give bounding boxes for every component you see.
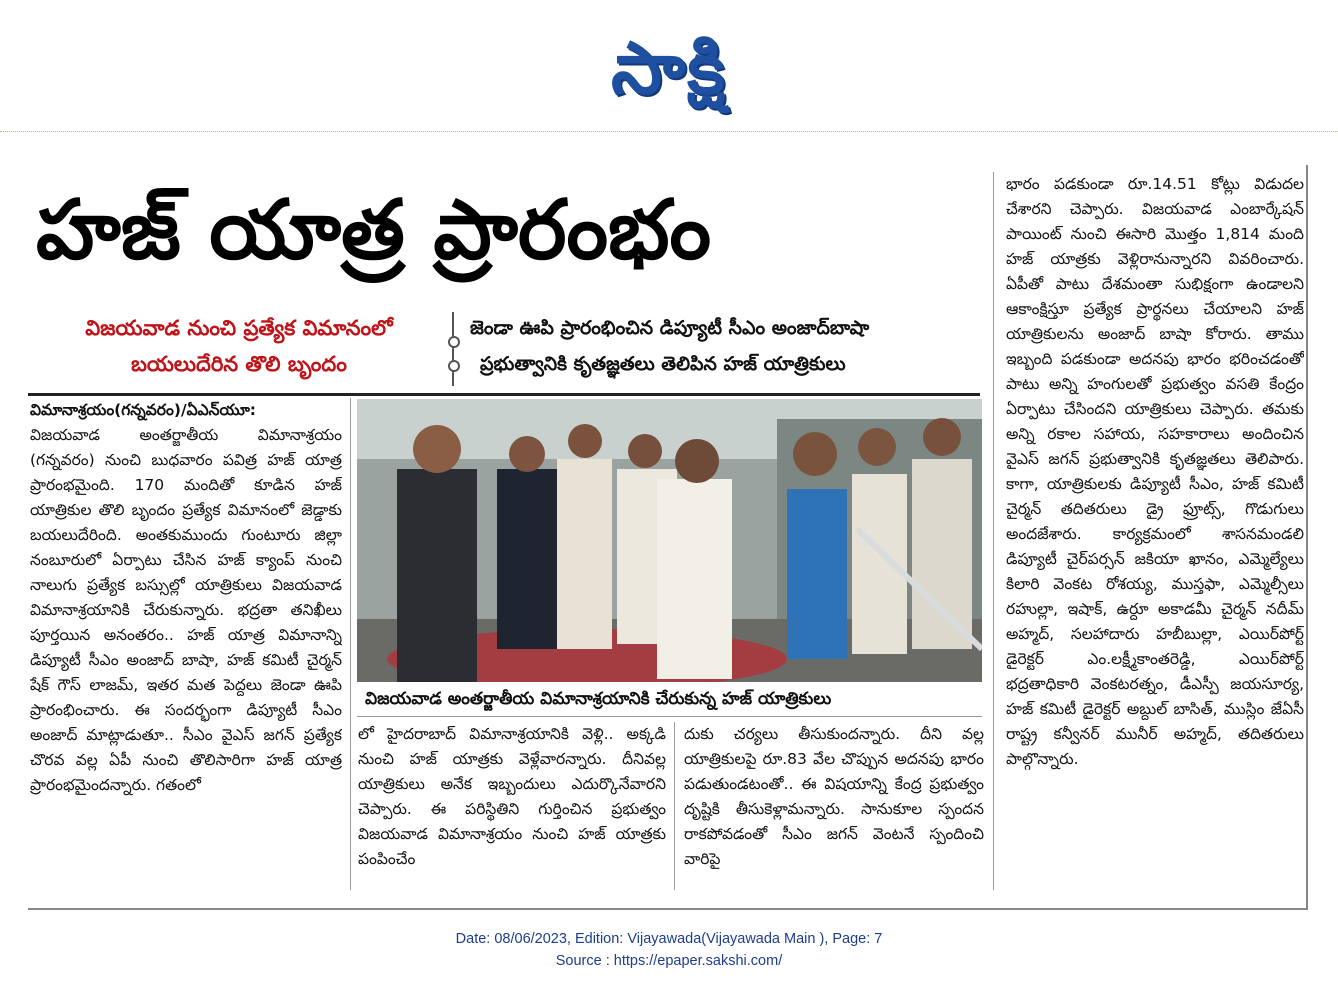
article-column-2 bbox=[358, 722, 666, 890]
masthead-rule bbox=[0, 131, 1338, 133]
caption-rule bbox=[357, 716, 982, 717]
subhead-left-line-1: విజయవాడ నుంచి ప్రత్యేక విమానంలో bbox=[85, 316, 393, 340]
column-rule-3 bbox=[993, 172, 994, 890]
footer-source-link[interactable]: Source : https://epaper.sakshi.com/ bbox=[555, 953, 783, 969]
subhead-rule bbox=[28, 393, 980, 396]
sakshi-logo[interactable]: సాక్షి bbox=[611, 26, 727, 110]
article-column-3 bbox=[684, 722, 984, 890]
footer-date-edition: Date: 08/06/2023, Edition: Vijayawada(Vijayawada Main ), Page: 7 bbox=[455, 931, 883, 947]
article-column-4 bbox=[1006, 172, 1304, 890]
masthead bbox=[0, 18, 1338, 118]
dateline: విమానాశ్రయం(గన్నవరం)/ఏఎన్‌యూ: bbox=[30, 401, 257, 419]
column-4-text: భారం పడకుండా రూ.14.51 కోట్లు విడుదల చేశారని చెప్పారు. విజయవాడ ఎంబార్కేషన్ పాయింట్ నుంచి ఈసారి మొత్తం 1,814 మంది హజ్ యాత్రకు వెళ్లిరానున్నారని వివరించారు. ఏపీతో పాటు దేశమంతా సుభిక్షంగా ఉండాలని ఆకాంక్షిస్తూ ప్రత్యేక ప్రార్థనలు చేయాలని హజ్ యాత్రికులను అంజాద్ బాషా కోరారు. తాము ఇబ్బంది పడకుండా అదనపు భారం భరించడంతో పాటు అన్ని హంగులతో ప్రభుత్వం వసతి కేంద్రం ఏర్పాటు చేసిందని యాత్రికులు చెప్పారు. తమకు అన్ని రకాల సహాయ, సహకారాలు అందించిన వైఎస్ జగన్ ప్రభుత్వానికి కృతజ్ఞతలు తెలిపారు. కాగా, యాత్రికులకు డిప్యూటీ సీఎం, హజ్ కమిటీ చైర్మన్ తదితరులు డ్రై ఫ్రూట్స్, గొడుగులు అందజేశారు. కార్యక్రమంలో శాసనమండలి డిప్యూటీ చైర్‌పర్సన్ జకియా ఖానం, ఎమ్మెల్యేలు కిలారి వెంకట రోశయ్య, ముస్తఫా, ఎమ్మెల్సీలు రహుల్లా, ఇషాక్, ఉర్దూ అకాడమీ చైర్మన్ నదీమ్ అహ్మద్, సలహాదారు హబీబుల్లా, ఎయిర్‌పోర్ట్ డైరెక్టర్ ఎం.లక్ష్మీకాంతరెడ్డి, ఎయిర్‌పోర్ట్ భద్రతాధికారి వెంకటరత్నం, డీఎస్పీ జయసూర్య, హజ్ కమిటీ డైరెక్టర్ అబ్దుల్ బాసిత్, ముస్లిం జేఏసీ రాష్ట్ర కన్వీనర్ మునీర్ అహ్మద్, తదితరులు పాల్గొన్నారు. bbox=[1006, 175, 1304, 768]
clip-border-right bbox=[1306, 165, 1308, 910]
article-column-1 bbox=[30, 398, 342, 888]
subhead-divider bbox=[452, 312, 464, 386]
subhead-right-line-2: ప్రభుత్వానికి కృతజ్ఞతలు తెలిపిన హజ్ యాత్రికులు bbox=[480, 353, 846, 375]
headline: హజ్ యాత్ర ప్రారంభం bbox=[36, 183, 712, 278]
article-photo[interactable] bbox=[357, 399, 982, 682]
subhead-right bbox=[470, 310, 980, 386]
column-3-text: దుకు చర్యలు తీసుకుందన్నారు. దీని వల్ల యాత్రికులపై రూ.83 వేల చొప్పున అదనపు భారం పడుతుండటంతో.. ఈ విషయాన్ని కేంద్ర ప్రభుత్వం దృష్టికి తీసుకెళ్లామన్నారు. సానుకూల స్పందన రాకపోవడంతో సీఎం జగన్ వెంటనే స్పందించి వారిపై bbox=[684, 725, 984, 868]
clip-border-bottom bbox=[28, 908, 1308, 910]
column-2-text: లో హైదరాబాద్ విమానాశ్రయానికి వెళ్లి.. అక్కడి నుంచి హజ్ యాత్రకు వెళ్లేవారన్నారు. దీనివల్ల యాత్రికులు అనేక ఇబ్బందులు ఎదుర్కొనేవారని చెప్పారు. ఈ పరిస్థితిని గుర్తించిన ప్రభుత్వం విజయవాడ విమానాశ్రయం నుంచి హజ్ యాత్రకు పంపించేం bbox=[358, 725, 666, 868]
column-rule-1 bbox=[350, 398, 351, 890]
subhead-left-line-2: బయలుదేరిన తొలి బృందం bbox=[131, 352, 347, 376]
subhead-left bbox=[28, 310, 450, 386]
column-rule-2 bbox=[674, 722, 675, 890]
subhead-right-line-1: జెండా ఊపి ప్రారంభించిన డిప్యూటీ సీఎం అంజాద్‌బాషా bbox=[470, 317, 870, 339]
edition-footer bbox=[0, 928, 1338, 978]
column-1-text: విజయవాడ అంతర్జాతీయ విమానాశ్రయం (గన్నవరం) నుంచి బుధవారం పవిత్ర హజ్ యాత్ర ప్రారంభమైంది. 170 మందితో కూడిన హజ్ యాత్రికుల తొలి బృందం ప్రత్యేక విమానంలో జెడ్డాకు బయలుదేరింది. అంతకుముందు గుంటూరు జిల్లా నంబూరులో ఏర్పాటు చేసిన హజ్ క్యాంప్ నుంచి నాలుగు ప్రత్యేక బస్సుల్లో యాత్రికులు విజయవాడ విమానాశ్రయానికి చేరుకున్నారు. భద్రతా తనిఖీలు పూర్తయిన అనంతరం.. హజ్ యాత్ర విమానాన్ని డిప్యూటీ సీఎం అంజాద్ బాషా, హజ్ కమిటీ చైర్మన్ షేక్ గౌస్ లాజమ్, ఇతర మత పెద్దలు జెండా ఊపి ప్రారంభించారు. ఈ సందర్భంగా డిప్యూటీ సీఎం అంజాద్ మాట్లాడుతూ.. సీఎం వైఎస్ జగన్ ప్రత్యేక చొరవ వల్ల ఏపీ నుంచి తొలిసారిగా హజ్ యాత్ర ప్రారంభమైందన్నారు. గతంలో bbox=[30, 426, 342, 794]
photo-caption: విజయవాడ అంతర్జాతీయ విమానాశ్రయానికి చేరుకున్న హజ్ యాత్రికులు bbox=[365, 689, 832, 709]
pilgrims-photo-illustration bbox=[357, 399, 982, 682]
